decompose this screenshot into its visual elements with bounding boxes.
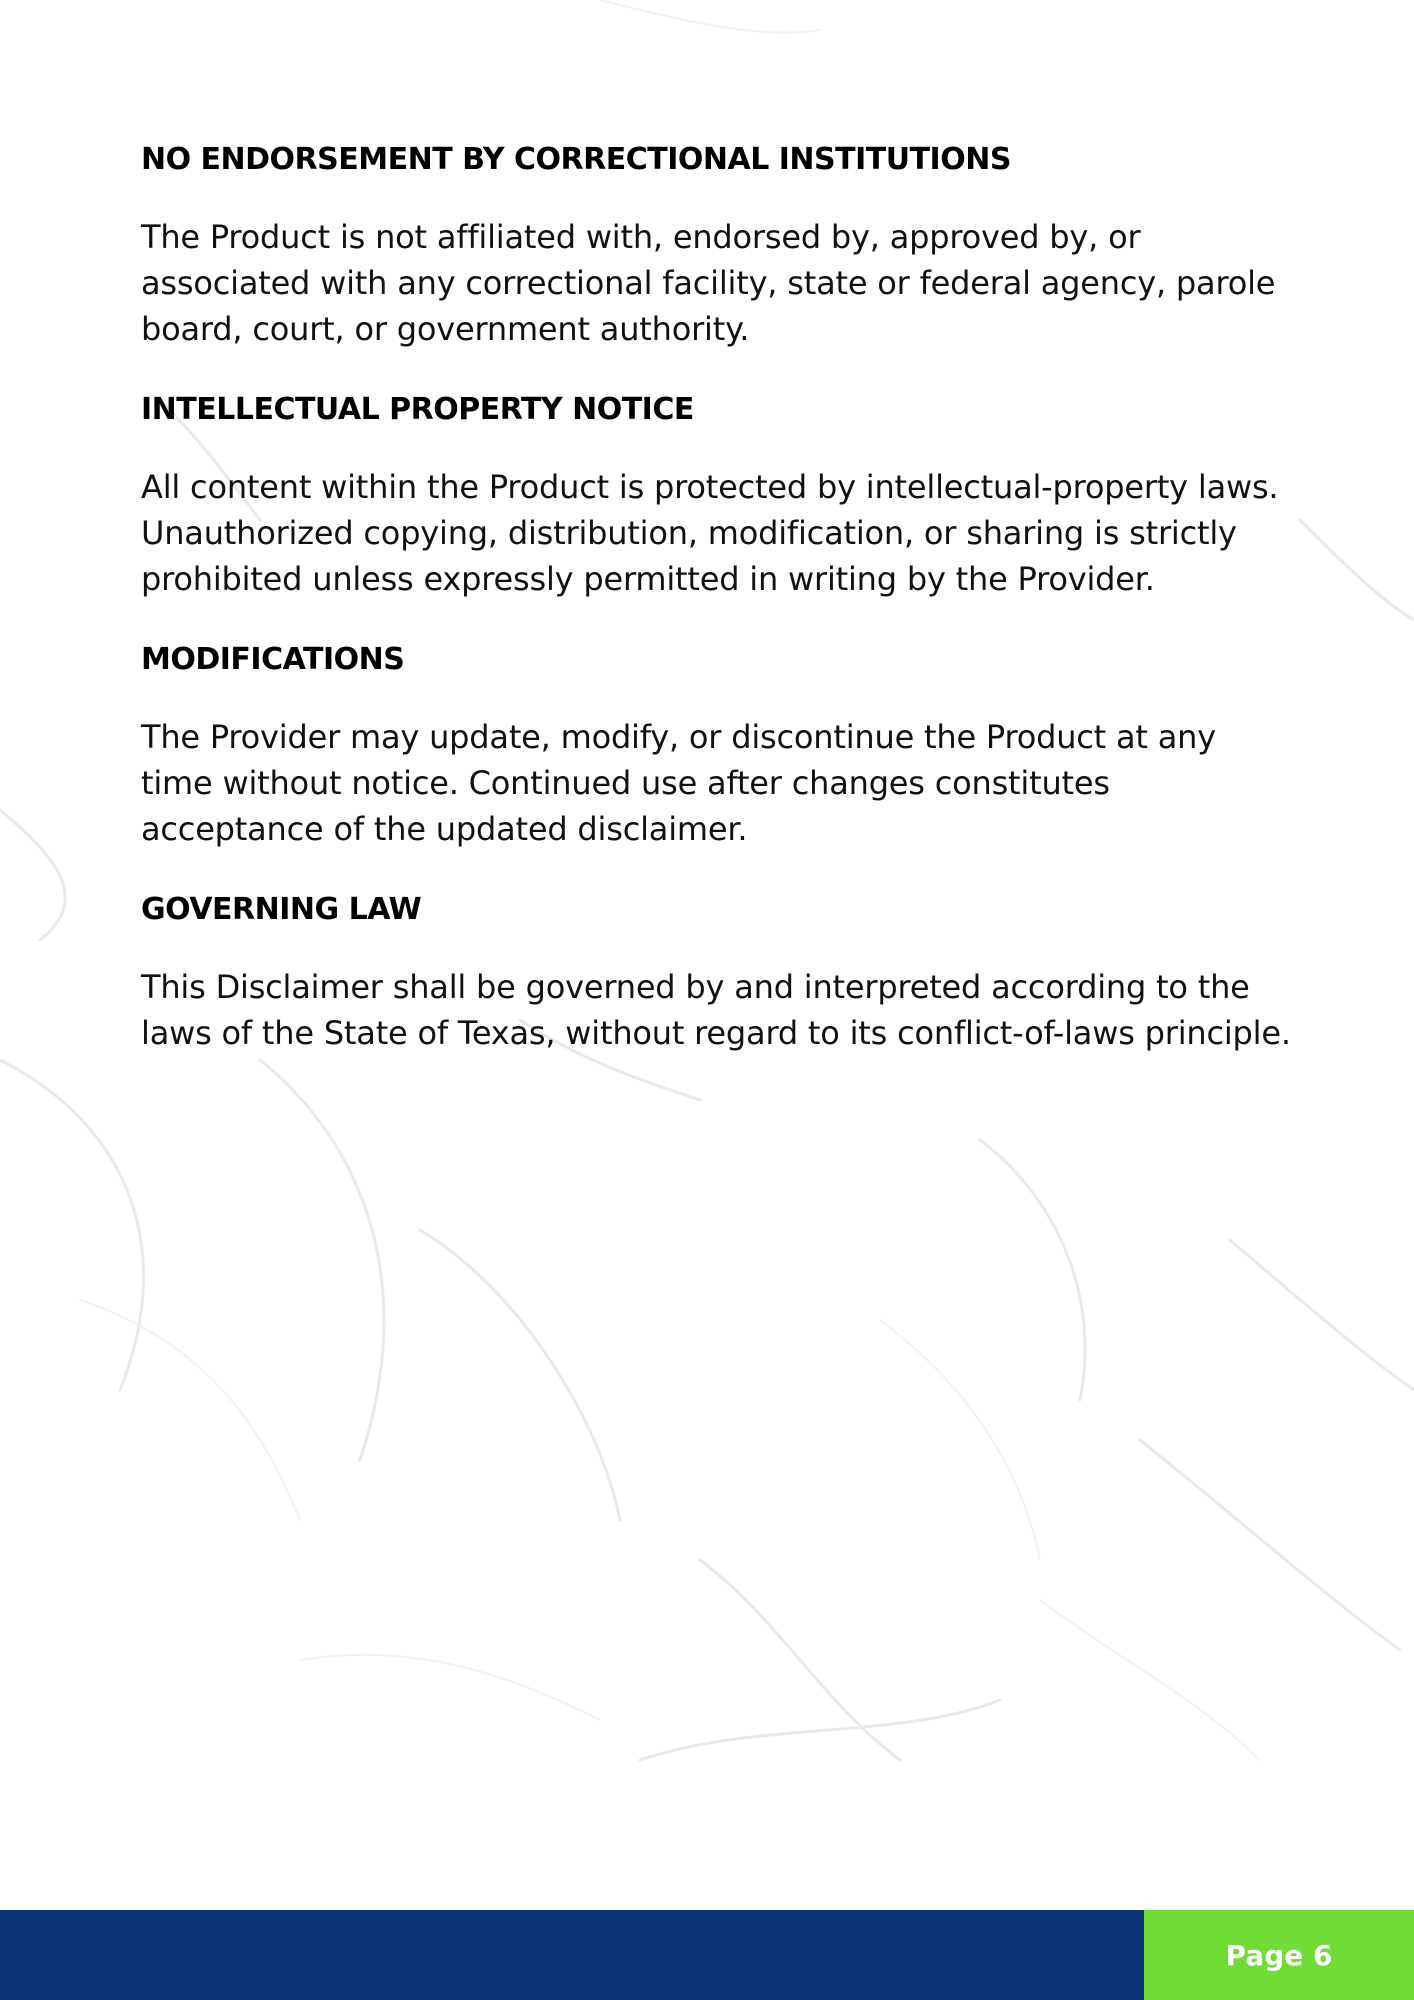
document-content: [141, 138, 1291, 1092]
section-body: The Product is not affiliated with, endorsed by, approved by, or associated with any correctional facility, state or federal agency, parole board, court, or government authority.: [141, 218, 1276, 348]
section-heading: GOVERNING LAW: [141, 892, 422, 927]
section-modifications: [141, 638, 1271, 852]
footer-bar: [0, 1910, 1414, 2000]
page-number-label: Page 6: [1225, 1938, 1333, 1972]
section-heading: INTELLECTUAL PROPERTY NOTICE: [141, 392, 694, 427]
section-governing-law: [141, 888, 1291, 1056]
section-body: This Disclaimer shall be governed by and interpreted according to the laws of the State of Texas, without regard to its conflict-of-laws principle.: [141, 968, 1291, 1052]
section-intellectual-property: [141, 388, 1279, 602]
section-body: The Provider may update, modify, or discontinue the Product at any time without notice. Continued use after changes constitutes acceptance of the updated disclaimer.: [141, 718, 1216, 848]
section-no-endorsement: [141, 138, 1276, 352]
section-body: All content within the Product is protected by intellectual-property laws. Unauthorized copying, distribution, modification, or sharing is strictly prohibited unless expressly permitted in writing by the Provider.: [141, 468, 1279, 598]
section-heading: MODIFICATIONS: [141, 642, 405, 677]
section-heading: NO ENDORSEMENT BY CORRECTIONAL INSTITUTIONS: [141, 142, 1011, 177]
page-number-badge: [1144, 1910, 1414, 2000]
